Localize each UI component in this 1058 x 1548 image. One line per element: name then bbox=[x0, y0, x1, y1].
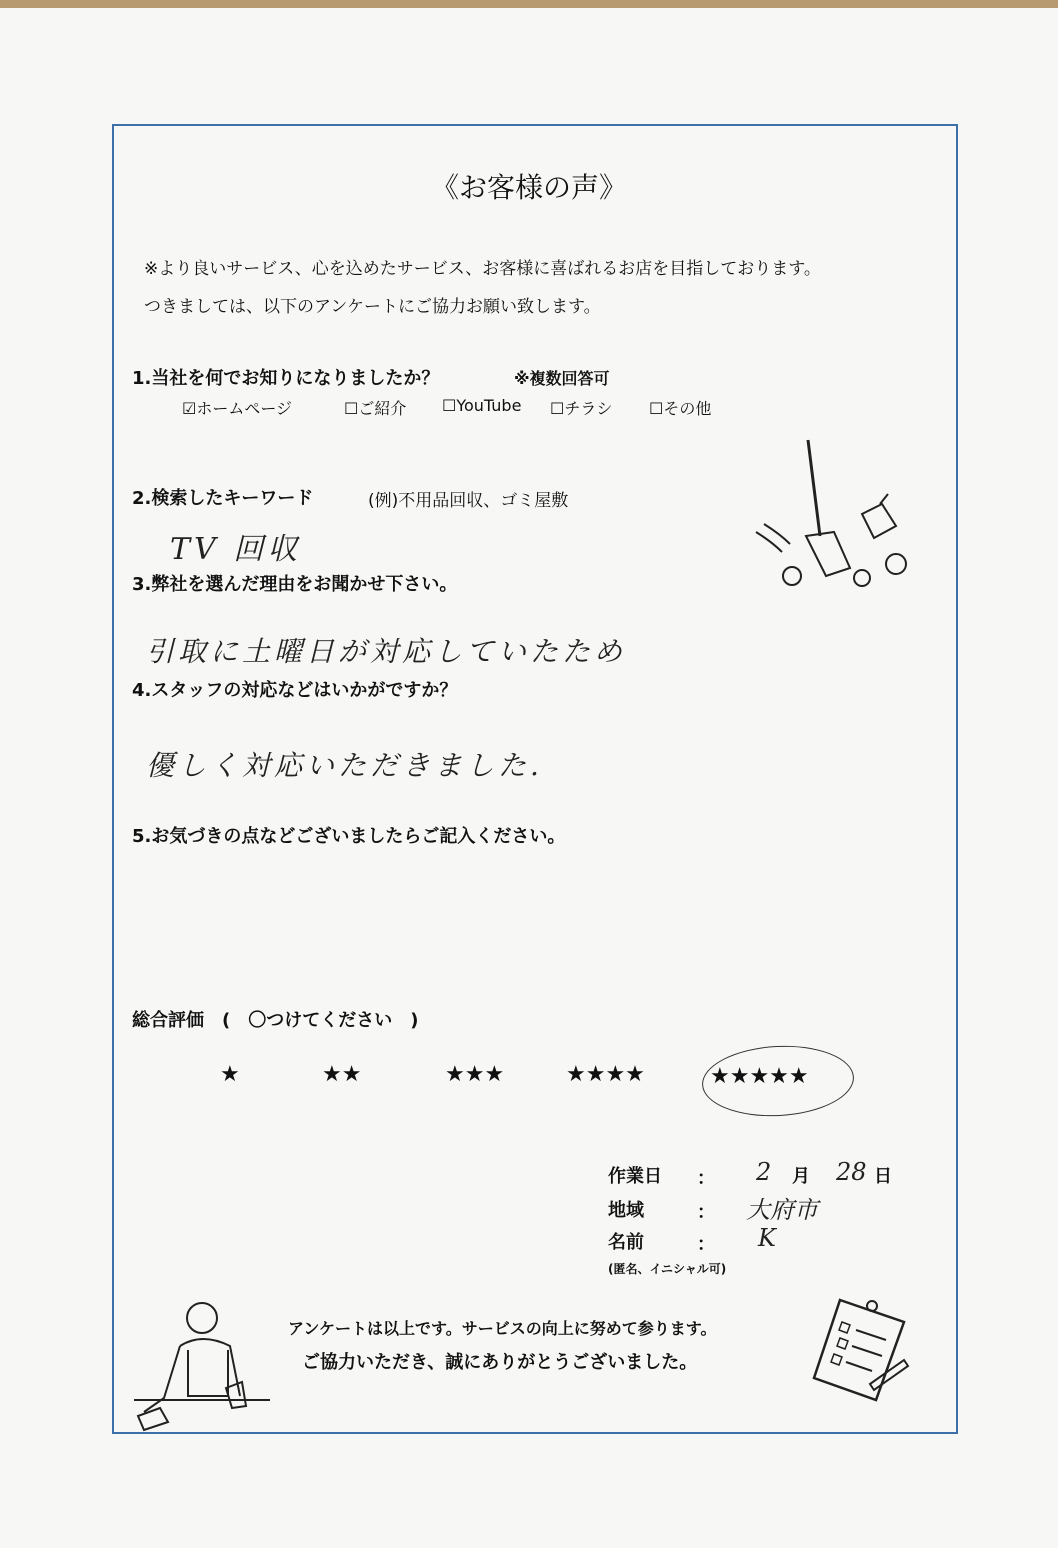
clipboard-icon bbox=[810, 1292, 910, 1404]
broom-dustpan-illustration bbox=[750, 436, 920, 596]
option-referral[interactable]: ☐ご紹介 bbox=[344, 399, 407, 418]
work-month[interactable]: 2 bbox=[756, 1158, 772, 1186]
name-label: 名前 bbox=[608, 1232, 644, 1253]
question-5: 5.お気づきの点などございましたらご記入ください。 bbox=[132, 826, 566, 847]
intro-line-1: ※より良いサービス、心を込めたサービス、お客様に喜ばれるお店を目指しております。 bbox=[144, 259, 821, 279]
option-flyer[interactable]: ☐チラシ bbox=[550, 399, 613, 418]
region-label: 地域 bbox=[608, 1200, 644, 1221]
intro-line-2: つきましては、以下のアンケートにご協力お願い致します。 bbox=[144, 297, 601, 317]
option-youtube[interactable]: ☐YouTube bbox=[442, 396, 522, 415]
closing-line-1: アンケートは以上です。サービスの向上に努めて参ります。 bbox=[288, 1319, 717, 1338]
closing-line-2: ご協力いただき、誠にありがとうございました。 bbox=[302, 1352, 698, 1373]
work-date-label: 作業日 bbox=[608, 1166, 662, 1187]
rating-2-stars[interactable]: ★★ bbox=[322, 1062, 362, 1087]
survey-title: 《お客様の声》 bbox=[430, 171, 627, 204]
answer-2[interactable]: TV 回収 bbox=[170, 532, 302, 567]
colon: ： bbox=[697, 1234, 715, 1255]
answer-3[interactable]: 引取に土曜日が対応していたため bbox=[146, 635, 627, 668]
option-homepage[interactable]: ☑ホームページ bbox=[182, 399, 293, 418]
cleaning-staff-illustration bbox=[130, 1296, 275, 1436]
question-2: 2.検索したキーワード bbox=[132, 488, 314, 509]
rating-3-stars[interactable]: ★★★ bbox=[445, 1062, 505, 1087]
option-other[interactable]: ☐その他 bbox=[649, 399, 712, 418]
colon: ： bbox=[697, 1202, 715, 1223]
work-day[interactable]: 28 bbox=[836, 1158, 867, 1186]
rating-5-stars[interactable]: ★★★★★ bbox=[710, 1064, 809, 1089]
colon: ： bbox=[697, 1168, 715, 1189]
rating-4-stars[interactable]: ★★★★ bbox=[566, 1062, 645, 1087]
question-1: 1.当社を何でお知りになりましたか？ bbox=[132, 368, 440, 389]
overall-rating-label: 総合評価 ( 〇つけてください ) bbox=[132, 1010, 419, 1031]
question-4: 4.スタッフの対応などはいかがですか？ bbox=[132, 680, 458, 701]
day-unit: 日 bbox=[874, 1166, 892, 1187]
name-note: (匿名、イニシャル可) bbox=[608, 1262, 727, 1276]
keyword-example: (例)不用品回収、ゴミ屋敷 bbox=[368, 491, 569, 511]
answer-4[interactable]: 優しく対応いただきました. bbox=[146, 749, 543, 782]
rating-1-star[interactable]: ★ bbox=[220, 1062, 240, 1087]
month-unit: 月 bbox=[792, 1166, 810, 1187]
paper-edge bbox=[0, 0, 1058, 8]
multiple-answer-note: ※複数回答可 bbox=[514, 369, 610, 388]
question-3: 3.弊社を選んだ理由をお聞かせ下さい。 bbox=[132, 574, 458, 595]
name-value[interactable]: K bbox=[758, 1224, 776, 1252]
region-value[interactable]: 大府市 bbox=[746, 1196, 818, 1224]
